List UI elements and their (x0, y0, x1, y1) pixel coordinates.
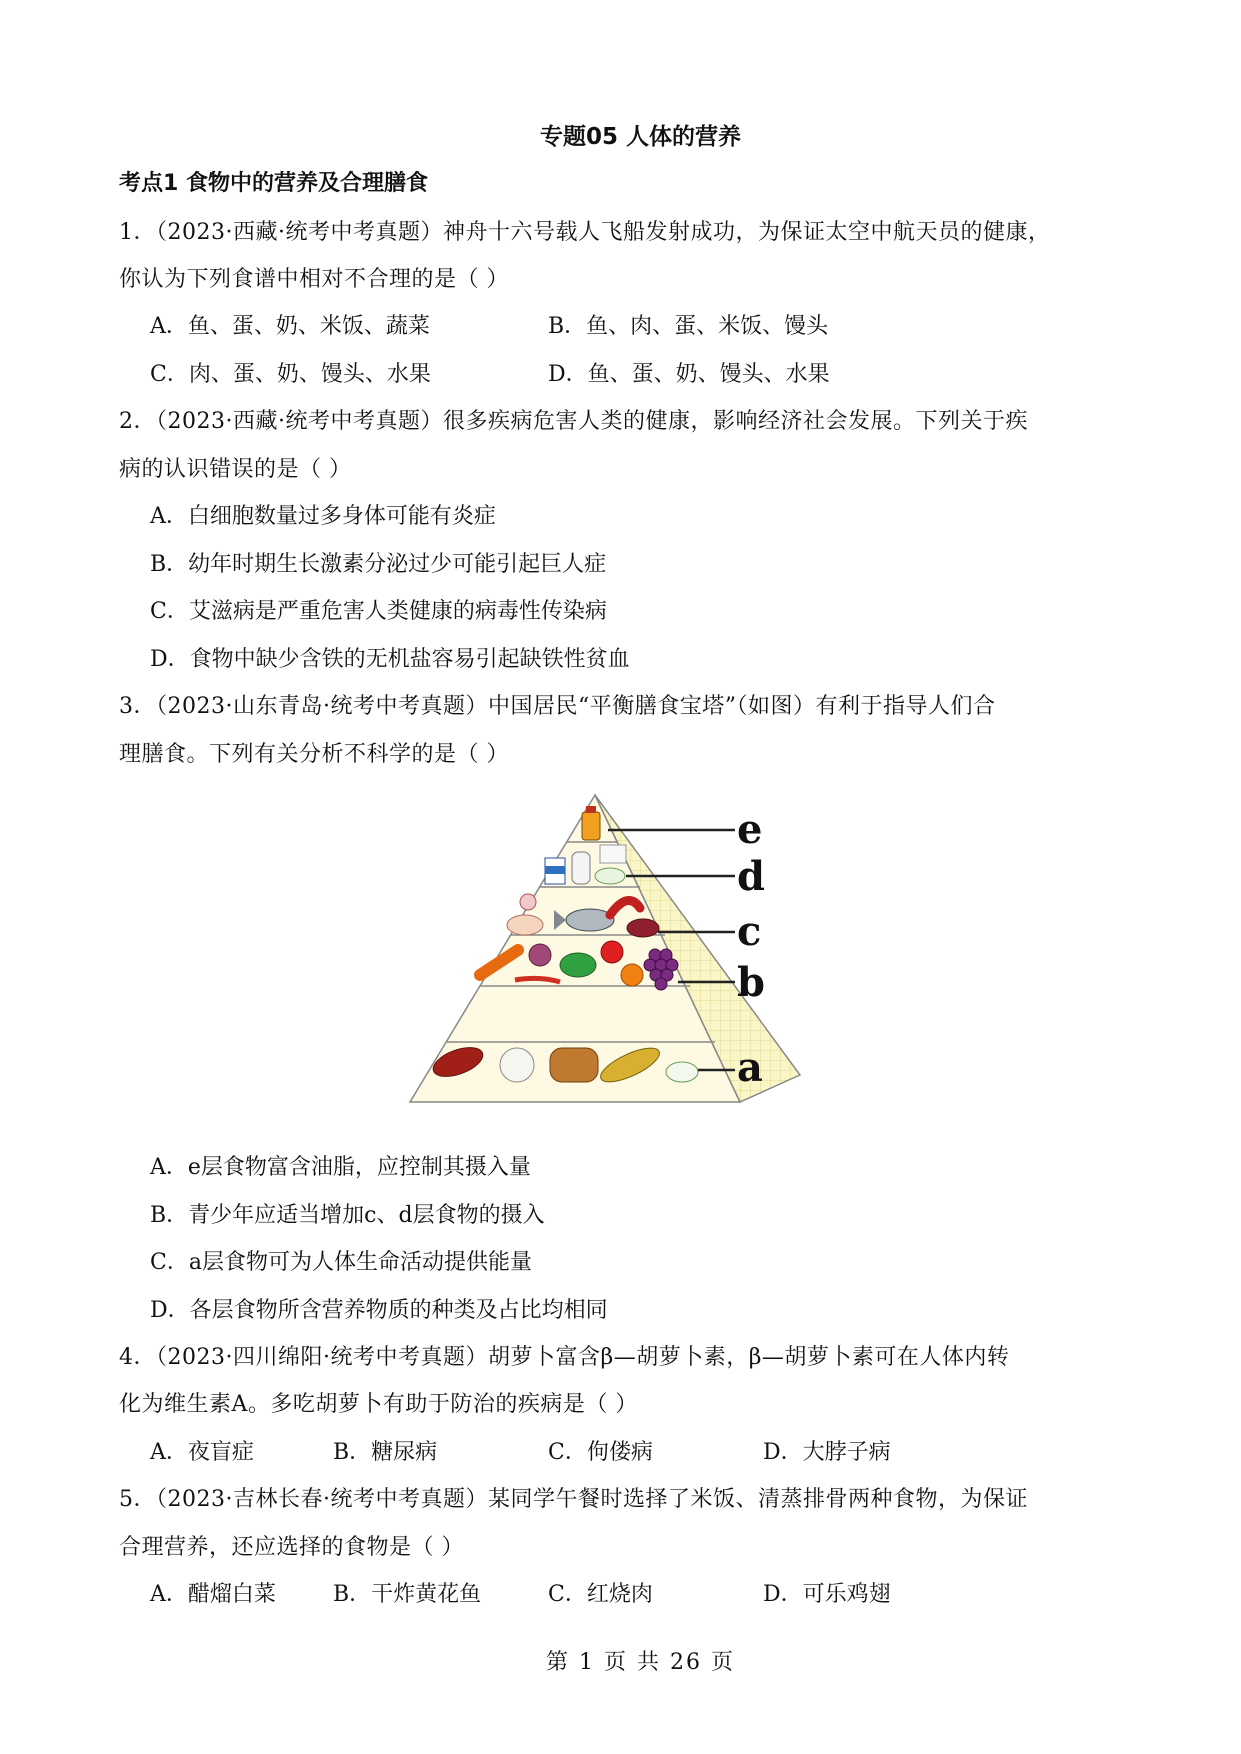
q4-stem-line-2: 化为维生素A。多吃胡萝卜有助于防治的疾病是（ ） (119, 1392, 638, 1417)
label-d: d (737, 853, 765, 900)
q3-option-b: B．青少年应适当增加c、d层食物的摄入 (150, 1203, 545, 1228)
page-footer: 第 1 页 共 26 页 (546, 1650, 735, 1675)
q2-option-a: A．白细胞数量过多身体可能有炎症 (150, 504, 496, 529)
label-c: c (737, 908, 762, 955)
q2-stem-line-1: 2．（2023·西藏·统考中考真题）很多疾病危害人类的健康，影响经济社会发展。下列关于疾 (119, 409, 1028, 434)
q5-option-b: B．干炸黄花鱼 (333, 1582, 482, 1607)
q2-option-d: D．食物中缺少含铁的无机盐容易引起缺铁性贫血 (150, 647, 630, 672)
label-e: e (737, 806, 763, 853)
q5-option-c: C．红烧肉 (548, 1582, 653, 1607)
q4-option-b: B．糖尿病 (333, 1440, 438, 1465)
q4-option-a: A．夜盲症 (150, 1440, 254, 1465)
tofu-icon (600, 845, 626, 863)
q5-stem-line-2: 合理营养，还应选择的食物是（ ） (119, 1535, 464, 1560)
label-a: a (737, 1044, 763, 1091)
q2-option-b: B．幼年时期生长激素分泌过少可能引起巨人症 (150, 552, 607, 577)
food-pyramid-figure (400, 790, 860, 1110)
q1-option-b: B．鱼、肉、蛋、米饭、馒头 (548, 314, 829, 339)
greens-icon (560, 953, 596, 977)
rice-bowl-icon (666, 1062, 698, 1082)
milk-bottle-icon (572, 852, 590, 884)
q4-stem-line-1: 4．（2023·四川绵阳·统考中考真题）胡萝卜富含β—胡萝卜素，β—胡萝卜素可在人体内转 (119, 1345, 1010, 1370)
q4-option-c: C．佝偻病 (548, 1440, 653, 1465)
tomato-icon (601, 941, 623, 963)
q5-option-d: D．可乐鸡翅 (763, 1582, 891, 1607)
q5-stem-line-1: 5．（2023·吉林长春·统考中考真题）某同学午餐时选择了米饭、清蒸排骨两种食物，为保证 (119, 1487, 1028, 1512)
q4-option-d: D．大脖子病 (763, 1440, 891, 1465)
steamed-bun-icon (500, 1048, 534, 1082)
ham-icon (507, 915, 543, 935)
bowl-icon (595, 868, 625, 884)
q1-option-d: D．鱼、蛋、奶、馒头、水果 (548, 362, 830, 387)
oil-bottle-icon (582, 812, 600, 840)
page-title: 专题05 人体的营养 (539, 124, 741, 150)
orange-icon (621, 964, 643, 986)
q3-option-d: D．各层食物所含营养物质的种类及占比均相同 (150, 1298, 608, 1323)
onion-icon (529, 944, 551, 966)
q2-stem-line-2: 病的认识错误的是（ ） (119, 457, 352, 482)
meat-icon (627, 919, 659, 937)
q1-option-a: A．鱼、蛋、奶、米饭、蔬菜 (150, 314, 430, 339)
q3-option-c: C．a层食物可为人体生命活动提供能量 (150, 1250, 532, 1275)
q5-option-a: A．醋熘白菜 (150, 1582, 276, 1607)
q1-stem-line-1: 1．（2023·西藏·统考中考真题）神舟十六号载人飞船发射成功，为保证太空中航天员的健康， (119, 220, 1051, 245)
q2-option-c: C．艾滋病是严重危害人类健康的病毒性传染病 (150, 599, 607, 624)
q3-stem-line-2: 理膳食。下列有关分析不科学的是（ ） (119, 742, 509, 767)
q3-stem-line-1: 3．（2023·山东青岛·统考中考真题）中国居民“平衡膳食宝塔”（如图）有利于指导人们合 (119, 694, 996, 719)
q1-option-c: C．肉、蛋、奶、馒头、水果 (150, 362, 431, 387)
q1-stem-line-2: 你认为下列食谱中相对不合理的是（ ） (119, 267, 509, 292)
q3-option-a: A．e层食物富含油脂，应控制其摄入量 (150, 1155, 531, 1180)
section-title: 考点1 食物中的营养及合理膳食 (119, 171, 428, 196)
label-b: b (737, 959, 765, 1006)
bread-icon (550, 1048, 598, 1082)
